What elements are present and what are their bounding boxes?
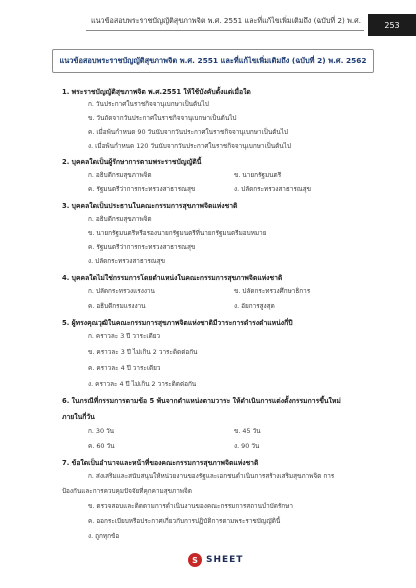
q1-option-c: ค. เมื่อพ้นกำหนด 90 วันนับจากวันประกาศในราชกิจจานุเบกษาเป็นต้นไป: [88, 128, 288, 136]
q7-option-b: ข. ตรวจสอบและติดตามการดำเนินงานของคณะกรรมการสถานบำบัดรักษา: [88, 502, 293, 510]
q2-option-d: ง. ปลัดกระทรวงสาธารณสุข: [234, 185, 312, 193]
q2-option-a: ก. อธิบดีกรมสุขภาพจิต: [88, 171, 152, 179]
footer-logo: [188, 553, 243, 567]
q3-option-b: ข. นายกรัฐมนตรีหรือรองนายกรัฐมนตรีที่นายกรัฐมนตรีมอบหมาย: [88, 229, 267, 237]
title-box: [52, 49, 374, 73]
question-5: 5. ผู้ทรงคุณวุฒิในคณะกรรมการสุขภาพจิตแห่งชาติมีวาระการดำรงตำแหน่งกี่ปี: [62, 319, 293, 327]
q1-option-b: ข. วันถัดจากวันประกาศในราชกิจจานุเบกษาเป็นต้นไป: [88, 114, 237, 122]
q1-option-d: ง. เมื่อพ้นกำหนด 120 วันนับจากวันประกาศในราชกิจจานุเบกษาเป็นต้นไป: [88, 142, 291, 150]
running-header: แนวข้อสอบพระราชบัญญัติสุขภาพจิต พ.ศ. 2551 และที่แก้ไขเพิ่มเติมถึง (ฉบับที่ 2) พ.ศ.: [91, 16, 361, 25]
q2-option-c: ค. รัฐมนตรีว่าการกระทรวงสาธารณสุข: [88, 185, 196, 193]
question-2: 2. บุคคลใดเป็นผู้รักษาการตามพระราชบัญญัตินี้: [62, 158, 202, 166]
q4-option-a: ก. ปลัดกระทรวงแรงงาน: [88, 287, 155, 295]
sheet-logo-icon: S: [188, 553, 202, 567]
question-7: 7. ข้อใดเป็นอำนาจและหน้าที่ของคณะกรรมการสุขภาพจิตแห่งชาติ: [62, 459, 259, 467]
q5-option-a: ก. คราวละ 3 ปี วาระเดียว: [88, 332, 161, 340]
q4-option-b: ข. ปลัดกระทรวงศึกษาธิการ: [234, 287, 311, 295]
q5-option-b: ข. คราวละ 3 ปี ไม่เกิน 2 วาระติดต่อกัน: [88, 348, 198, 356]
q3-option-d: ง. ปลัดกระทรวงสาธารณสุข: [88, 257, 166, 265]
q6-option-b: ข. 45 วัน: [234, 427, 261, 435]
q3-option-a: ก. อธิบดีกรมสุขภาพจิต: [88, 215, 152, 223]
q6-option-d: ง. 90 วัน: [234, 442, 260, 450]
q6-option-c: ค. 60 วัน: [88, 442, 115, 450]
q7-option-d: ง. ถูกทุกข้อ: [88, 532, 120, 540]
q7-option-a: ก. ส่งเสริมและสนับสนุนให้หน่วยงานของรัฐและเอกชนดำเนินการสร้างเสริมสุขภาพจิต การ: [88, 472, 335, 480]
question-6-continued: ภายในกี่วัน: [62, 413, 95, 421]
q1-option-a: ก. วันประกาศในราชกิจจานุเบกษาเป็นต้นไป: [88, 100, 209, 108]
question-3: 3. บุคคลใดเป็นประธานในคณะกรรมการสุขภาพจิตแห่งชาติ: [62, 202, 238, 210]
logo-text: SHEET: [206, 555, 244, 565]
q7-option-a-continued: ป้องกันและการควบคุมปัจจัยที่คุกคามสุขภาพจิต: [62, 487, 192, 495]
q2-option-b: ข. นายกรัฐมนตรี: [234, 171, 282, 179]
q4-option-d: ง. อัยการสูงสุด: [234, 302, 275, 310]
q6-option-a: ก. 30 วัน: [88, 427, 115, 435]
question-4: 4. บุคคลใดไม่ใช่กรรมการโดยตำแหน่งในคณะกรรมการสุขภาพจิตแห่งชาติ: [62, 274, 283, 282]
question-6: 6. ในกรณีที่กรรมการตามข้อ 5 พ้นจากตำแหน่งตามวาระ ให้ดำเนินการแต่งตั้งกรรมการขึ้นใหม่: [62, 397, 341, 405]
q4-option-c: ค. อธิบดีกรมแรงงาน: [88, 302, 146, 310]
q5-option-c: ค. คราวละ 4 ปี วาระเดียว: [88, 364, 161, 372]
question-1: 1. พระราชบัญญัติสุขภาพจิต พ.ศ.2551 ให้ใช้บังคับตั้งแต่เมื่อใด: [62, 88, 251, 96]
header-rule: [86, 30, 364, 31]
q5-option-d: ง. คราวละ 4 ปี ไม่เกิน 2 วาระติดต่อกัน: [88, 380, 197, 388]
q7-option-c: ค. ออกระเบียบหรือประกาศเกี่ยวกับการปฏิบัติการตามพระราชบัญญัตินี้: [88, 517, 281, 525]
page-number: 253: [384, 20, 400, 30]
page-number-tab: [368, 14, 416, 36]
page-title: แนวข้อสอบพระราชบัญญัติสุขภาพจิต พ.ศ. 2551 และที่แก้ไขเพิ่มเติมถึง (ฉบับที่ 2) พ.ศ. 2562: [59, 56, 367, 65]
q3-option-c: ค. รัฐมนตรีว่าการกระทรวงสาธารณสุข: [88, 243, 196, 251]
